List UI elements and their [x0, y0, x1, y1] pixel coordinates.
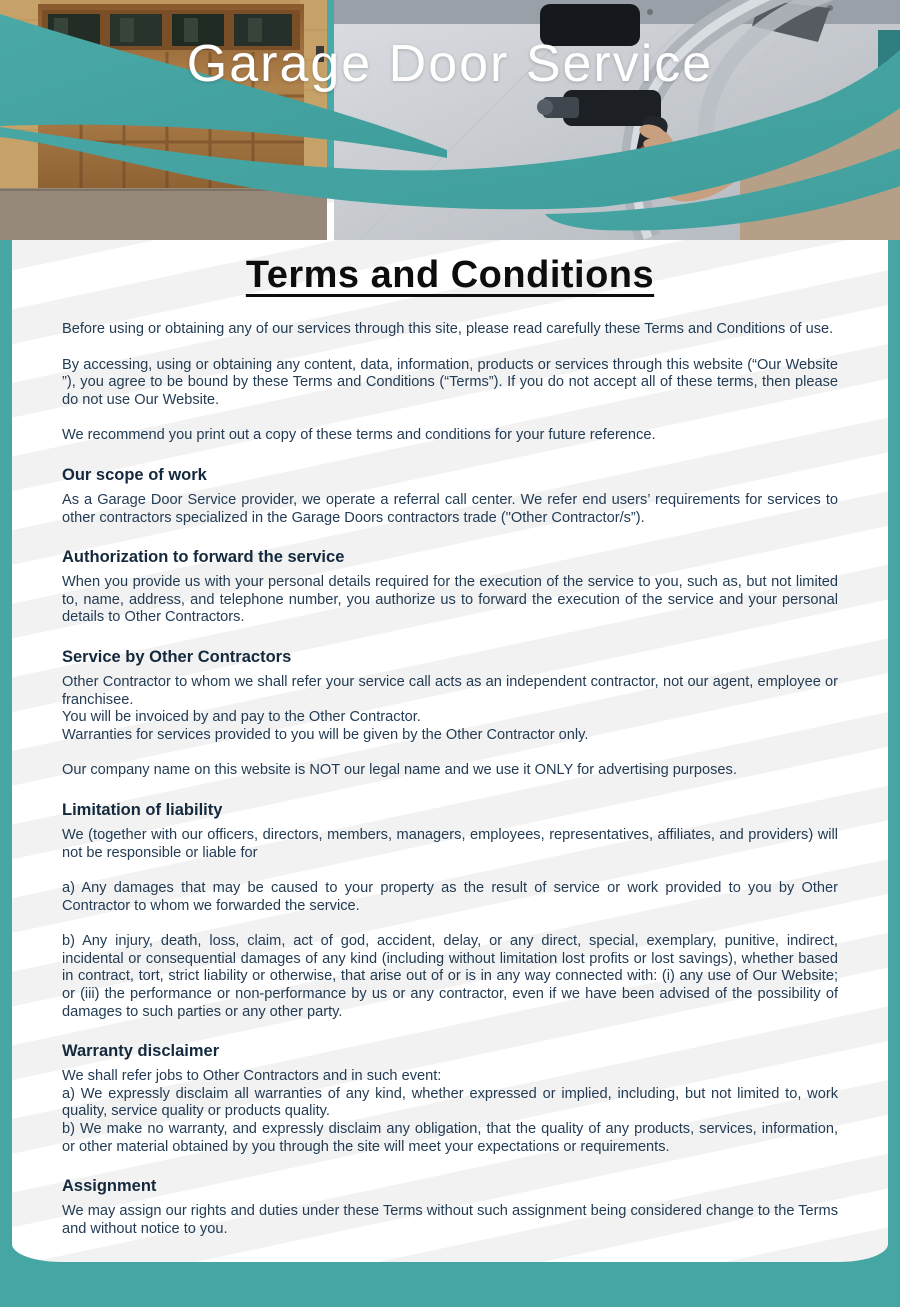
paragraph: Before using or obtaining any of our services through this site, please read carefully these Terms and Conditions of use.: [62, 321, 834, 337]
text-block: [62, 427, 838, 445]
paragraph: a) We expressly disclaim all warranties of any kind, whether expressed or implied, including, but not limited to, work quality, service quality or products quality.: [62, 1085, 838, 1120]
terms-content: [12, 240, 888, 1256]
terms-section: [62, 648, 838, 780]
terms-section: [62, 321, 838, 445]
terms-section: [62, 1042, 838, 1156]
paragraph: You will be invoiced by and pay to the Other Contractor.: [62, 709, 421, 726]
header-banner: [0, 0, 900, 240]
section-heading: Authorization to forward the service: [62, 548, 345, 567]
page-title: Terms and Conditions: [245, 254, 655, 296]
section-heading: Warranty disclaimer: [62, 1042, 220, 1061]
paragraph: We shall refer jobs to Other Contractors and in such event:: [62, 1068, 442, 1085]
section-heading: Limitation of liability: [62, 800, 223, 819]
text-block: [62, 933, 838, 1021]
paragraph: Other Contractor to whom we shall refer your service call acts as an independent contractor, not our agent, employee or franchisee.: [62, 673, 838, 708]
text-block: [62, 357, 838, 410]
terms-section: [62, 1177, 838, 1238]
paragraph: b) Any injury, death, loss, claim, act of god, accident, delay, or any direct, special, exemplary, punitive, indirect, incidental or consequential damages of any kind (including without limitation lost profits or lost savings), whether based in contract, tort, strict liability or otherwise, that arise out of or is in any way connected with: (i) any use of Our Website; or (iii) the performance or non-performance by us or any contractor, even if we have been advised of the possibility of damages to such parties or any other party.: [62, 933, 838, 1020]
paragraph: Our company name on this website is NOT our legal name and we use it ONLY for advertising purposes.: [62, 762, 737, 779]
text-block: [62, 492, 838, 527]
terms-section: [62, 801, 838, 1021]
text-block: [62, 321, 838, 339]
paragraph: b) We make no warranty, and expressly disclaim any obligation, that the quality of any products, services, information, or other material obtained by you through the site will meet your expectations or requirements.: [62, 1121, 838, 1155]
text-block: [62, 1203, 838, 1238]
text-block: [62, 762, 838, 780]
paragraph: Warranties for services provided to you will be given by the Other Contractor only.: [62, 726, 589, 743]
section-heading: Service by Other Contractors: [62, 647, 292, 666]
paragraph: By accessing, using or obtaining any content, data, information, products or services through this website (“Our Website ”), you agree to be bound by these Terms and Conditions (“Terms”). If you do not accept all of these terms, then please do not use Our Website.: [62, 356, 838, 408]
section-heading: Our scope of work: [62, 465, 207, 484]
paragraph: As a Garage Door Service provider, we operate a referral call center. We refer end users’ requirements for services to other contractors specialized in the Garage Doors contractors trade ("Other Contractor/s”).: [62, 491, 838, 526]
paragraph: We recommend you print out a copy of these terms and conditions for your future reference.: [62, 427, 656, 444]
paragraph: When you provide us with your personal details required for the execution of the service to you, such as, but not limited to, name, address, and telephone number, you authorize us to forward the execution of the service and your personal details to Other Contractors.: [62, 574, 838, 626]
terms-section: [62, 466, 838, 527]
terms-section: [62, 548, 838, 627]
text-block: [62, 674, 838, 744]
paragraph: a) Any damages that may be caused to your property as the result of service or work provided to you by Other Contractor to whom we forwarded the service.: [62, 880, 838, 914]
text-block: [62, 827, 838, 862]
paragraph: We (together with our officers, directors, members, managers, employees, representatives, affiliates, and providers) will not be responsible or liable for: [62, 826, 838, 861]
text-block: [62, 880, 838, 915]
site-title: Garage Door Service: [186, 35, 714, 93]
text-block: [62, 574, 838, 627]
text-block: [62, 1068, 838, 1156]
section-heading: Assignment: [62, 1177, 157, 1196]
paragraph: We may assign our rights and duties under these Terms without such assignment being considered change to the Terms and without notice to you.: [62, 1203, 838, 1237]
sections-container: [62, 321, 838, 1238]
